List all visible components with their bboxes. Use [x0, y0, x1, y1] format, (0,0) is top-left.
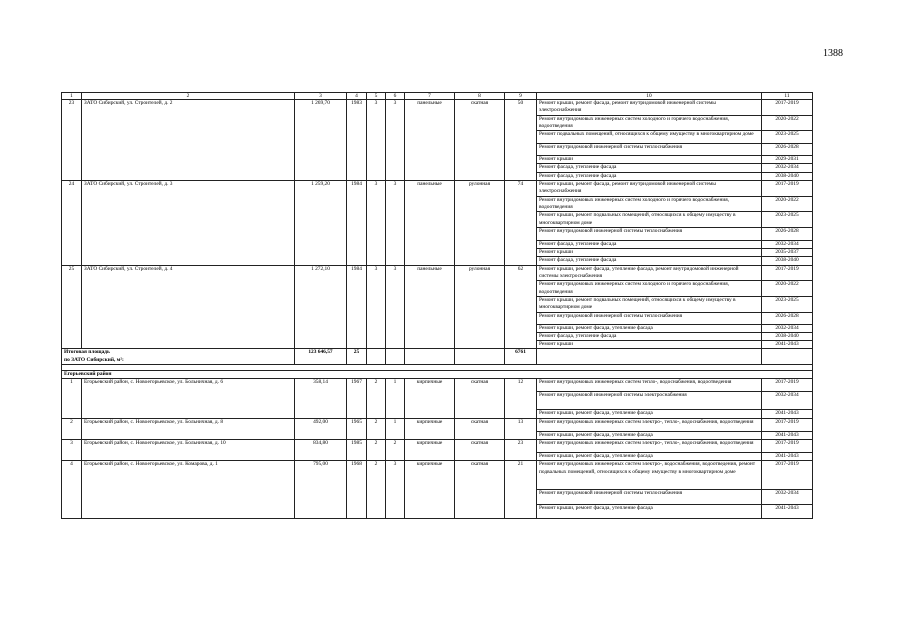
- roof-type-cell: рулонная: [455, 181, 505, 266]
- column-number: 11: [762, 93, 813, 100]
- total-label: [62, 349, 295, 365]
- work-type-cell: Ремонт крыши, ремонт подвальных помещений, относящихся к общему имуществу в многоквартирном доме: [537, 296, 762, 312]
- work-period-cell: 2032-2034: [762, 392, 813, 410]
- work-period-cell: 2029-2031: [762, 156, 813, 164]
- work-period-cell: 2041-2043: [762, 431, 813, 439]
- work-type-cell: Ремонт крыши: [537, 341, 762, 349]
- work-type-cell: Ремонт фасада, утепление фасада: [537, 240, 762, 248]
- work-type-cell: Ремонт внутридомовой инженерной системы теплоснабжения: [537, 490, 762, 505]
- work-type-cell: Ремонт фасада, утепление фасада: [537, 172, 762, 180]
- work-period-cell: 2017-2019: [762, 379, 813, 392]
- entrances-cell: 2: [386, 439, 405, 460]
- wall-material-cell: кирпичные: [405, 379, 455, 418]
- work-type-cell: Ремонт внутридомовых инженерных систем холодного и горячего водоснабжения, водоотведения: [537, 115, 762, 131]
- column-number: 9: [505, 93, 537, 100]
- wall-material-cell: кирпичные: [405, 461, 455, 519]
- residents-cell: 74: [505, 181, 537, 266]
- work-type-cell: Ремонт внутридомовых инженерных систем холодного и горячего водоснабжения, водоотведения: [537, 196, 762, 212]
- entrances-cell: 3: [386, 265, 405, 349]
- address-cell: ЗАТО Сибирский, ул. Строителей, д. 3: [82, 181, 295, 266]
- work-period-cell: 2035-2037: [762, 249, 813, 257]
- row-number: 24: [62, 181, 82, 266]
- work-type-cell: Ремонт внутридомовых инженерных систем электро-, тепло-, водоснабжения, водоотведения: [537, 439, 762, 452]
- total-residents: 6761: [505, 349, 537, 365]
- wall-material-cell: панельные: [405, 181, 455, 266]
- total-label-line2: по ЗАТО Сибирский, м²:: [64, 356, 124, 363]
- work-type-cell: Ремонт крыши, ремонт фасада, утепление фасада, ремонт внутридомовой инженерной системы электроснабжения: [537, 265, 762, 281]
- empty-cell: [386, 349, 405, 365]
- roof-type-cell: скатная: [455, 418, 505, 439]
- wall-material-cell: кирпичные: [405, 439, 455, 460]
- floors-cell: 3: [367, 265, 386, 349]
- work-period-cell: 2038-2040: [762, 257, 813, 265]
- work-period-cell: 2017-2019: [762, 265, 813, 281]
- wall-material-cell: панельные: [405, 100, 455, 181]
- table-row: [62, 181, 813, 197]
- year-cell: 1968: [347, 461, 367, 519]
- entrances-cell: 3: [386, 181, 405, 266]
- work-type-cell: Ремонт крыши, ремонт подвальных помещений, относящихся к общему имуществу в многоквартирном доме: [537, 212, 762, 228]
- area-cell: 358,14: [295, 379, 347, 418]
- floors-cell: 3: [367, 181, 386, 266]
- roof-type-cell: рулонная: [455, 265, 505, 349]
- roof-type-cell: скатная: [455, 439, 505, 460]
- entrances-cell: 1: [386, 379, 405, 418]
- roof-type-cell: скатная: [455, 379, 505, 418]
- work-type-cell: Ремонт крыши, ремонт фасада, утепление фасада: [537, 452, 762, 460]
- area-cell: 1 272,10: [295, 265, 347, 349]
- work-type-cell: Ремонт крыши: [537, 249, 762, 257]
- work-period-cell: 2020-2022: [762, 115, 813, 131]
- work-type-cell: Ремонт внутридомовых инженерных систем электро-, водоснабжения, водоотведения, ремонт подвальных помещений, относящихся к общему имуществу в многоквартирном доме: [537, 461, 762, 490]
- residents-cell: 23: [505, 439, 537, 460]
- row-number: 2: [62, 418, 82, 439]
- work-period-cell: 2026-2028: [762, 312, 813, 324]
- work-period-cell: 2017-2019: [762, 181, 813, 197]
- entrances-cell: 1: [386, 418, 405, 439]
- work-type-cell: Ремонт крыши, ремонт фасада, ремонт внутридомовой инженерной системы электроснабжения: [537, 181, 762, 197]
- work-type-cell: Ремонт крыши: [537, 156, 762, 164]
- work-period-cell: 2026-2028: [762, 144, 813, 156]
- work-type-cell: Ремонт крыши, ремонт фасада, утепление фасада: [537, 505, 762, 519]
- row-number: 23: [62, 100, 82, 181]
- work-type-cell: Ремонт внутридомовых инженерных систем тепло-, водоснабжения, водоотведения: [537, 379, 762, 392]
- work-period-cell: 2032-2034: [762, 324, 813, 332]
- row-number: 1: [62, 379, 82, 418]
- work-type-cell: Ремонт подвальных помещений, относящихся к общему имуществу в многоквартирном доме: [537, 131, 762, 144]
- residents-cell: 21: [505, 461, 537, 519]
- district-title: Егорьевский район: [62, 371, 813, 379]
- table-row: [62, 265, 813, 281]
- work-period-cell: 2041-2043: [762, 452, 813, 460]
- work-type-cell: Ремонт внутридомовой инженерной системы теплоснабжения: [537, 312, 762, 324]
- work-type-cell: Ремонт фасада, утепление фасада: [537, 164, 762, 172]
- work-period-cell: 2023-2025: [762, 212, 813, 228]
- work-period-cell: 2017-2019: [762, 439, 813, 452]
- area-cell: 1 259,20: [295, 181, 347, 266]
- empty-cell: [455, 349, 505, 365]
- area-cell: 492,00: [295, 418, 347, 439]
- year-cell: 1965: [347, 418, 367, 439]
- address-cell: Егорьевский район, с. Новоегорьевское, ул. Больничная, д. 8: [82, 418, 295, 439]
- capital-repair-table: [61, 92, 813, 519]
- address-cell: Егорьевский район, с. Новоегорьевское, ул. Комарова, д. 1: [82, 461, 295, 519]
- total-count: 25: [347, 349, 367, 365]
- row-number: 3: [62, 439, 82, 460]
- empty-cell: [367, 349, 386, 365]
- total-label-line1: Итоговая площадь: [64, 349, 110, 356]
- table-row: [62, 418, 813, 431]
- area-cell: 795,00: [295, 461, 347, 519]
- work-period-cell: 2032-2034: [762, 490, 813, 505]
- work-period-cell: 2041-2043: [762, 341, 813, 349]
- work-period-cell: 2017-2019: [762, 100, 813, 116]
- work-type-cell: Ремонт фасада, утепление фасада: [537, 257, 762, 265]
- column-number: 1: [62, 93, 82, 100]
- year-cell: 1983: [347, 100, 367, 181]
- entrances-cell: 3: [386, 461, 405, 519]
- work-type-cell: Ремонт внутридомовой инженерной системы электроснабжения: [537, 392, 762, 410]
- floors-cell: 2: [367, 439, 386, 460]
- work-period-cell: 2038-2040: [762, 332, 813, 340]
- address-cell: Егорьевский район, с. Новоегорьевское, ул. Больничная, д. 10: [82, 439, 295, 460]
- floors-cell: 2: [367, 379, 386, 418]
- area-cell: 834,80: [295, 439, 347, 460]
- column-number: 7: [405, 93, 455, 100]
- work-period-cell: 2023-2025: [762, 131, 813, 144]
- work-period-cell: 2026-2028: [762, 227, 813, 240]
- row-number: 4: [62, 461, 82, 519]
- work-period-cell: 2032-2034: [762, 240, 813, 248]
- work-period-cell: 2041-2043: [762, 505, 813, 519]
- column-number-row: [62, 93, 813, 100]
- row-number: 25: [62, 265, 82, 349]
- wall-material-cell: панельные: [405, 265, 455, 349]
- table-row: [62, 439, 813, 452]
- year-cell: 1984: [347, 265, 367, 349]
- work-type-cell: Ремонт внутридомовой инженерной системы теплоснабжения: [537, 144, 762, 156]
- roof-type-cell: скатная: [455, 100, 505, 181]
- empty-cell: [537, 349, 762, 365]
- column-number: 2: [82, 93, 295, 100]
- work-type-cell: Ремонт внутридомовых инженерных систем холодного и горячего водоснабжения, водоотведения: [537, 281, 762, 297]
- work-type-cell: Ремонт фасада, утепление фасада: [537, 332, 762, 340]
- year-cell: 1985: [347, 439, 367, 460]
- floors-cell: 2: [367, 461, 386, 519]
- column-number: 3: [295, 93, 347, 100]
- address-cell: ЗАТО Сибирский, ул. Строителей, д. 4: [82, 265, 295, 349]
- column-number: 4: [347, 93, 367, 100]
- empty-cell: [405, 349, 455, 365]
- work-period-cell: 2023-2025: [762, 296, 813, 312]
- year-cell: 1967: [347, 379, 367, 418]
- floors-cell: 2: [367, 418, 386, 439]
- column-number: 8: [455, 93, 505, 100]
- area-cell: 1 269,70: [295, 100, 347, 181]
- work-type-cell: Ремонт крыши, ремонт фасада, утепление фасада: [537, 431, 762, 439]
- address-cell: ЗАТО Сибирский, ул. Строителей, д. 2: [82, 100, 295, 181]
- floors-cell: 3: [367, 100, 386, 181]
- total-row: [62, 349, 813, 365]
- residents-cell: 50: [505, 100, 537, 181]
- work-period-cell: 2020-2022: [762, 281, 813, 297]
- empty-cell: [762, 349, 813, 365]
- work-period-cell: 2017-2019: [762, 418, 813, 431]
- work-type-cell: Ремонт крыши, ремонт фасада, утепление фасада: [537, 410, 762, 418]
- table-row: [62, 379, 813, 392]
- work-period-cell: 2038-2040: [762, 172, 813, 180]
- roof-type-cell: скатная: [455, 461, 505, 519]
- column-number: 5: [367, 93, 386, 100]
- work-type-cell: Ремонт крыши, ремонт фасада, утепление фасада: [537, 324, 762, 332]
- entrances-cell: 3: [386, 100, 405, 181]
- wall-material-cell: кирпичные: [405, 418, 455, 439]
- page-number: 1388: [823, 48, 843, 59]
- work-period-cell: 2041-2043: [762, 410, 813, 418]
- residents-cell: 62: [505, 265, 537, 349]
- address-cell: Егорьевский район, с. Новоегорьевское, ул. Больничная, д. 6: [82, 379, 295, 418]
- total-area: 123 646,57: [295, 349, 347, 365]
- column-number: 6: [386, 93, 405, 100]
- district-row: [62, 371, 813, 379]
- year-cell: 1984: [347, 181, 367, 266]
- work-type-cell: Ремонт крыши, ремонт фасада, ремонт внутридомовой инженерной системы электроснабжения: [537, 100, 762, 116]
- residents-cell: 12: [505, 379, 537, 418]
- table-row: [62, 100, 813, 116]
- work-type-cell: Ремонт внутридомовой инженерной системы теплоснабжения: [537, 227, 762, 240]
- residents-cell: 13: [505, 418, 537, 439]
- work-period-cell: 2020-2022: [762, 196, 813, 212]
- work-period-cell: 2032-2034: [762, 164, 813, 172]
- work-type-cell: Ремонт внутридомовых инженерных систем электро-, тепло-, водоснабжения, водоотведения: [537, 418, 762, 431]
- table-row: [62, 461, 813, 490]
- column-number: 10: [537, 93, 762, 100]
- work-period-cell: 2017-2019: [762, 461, 813, 490]
